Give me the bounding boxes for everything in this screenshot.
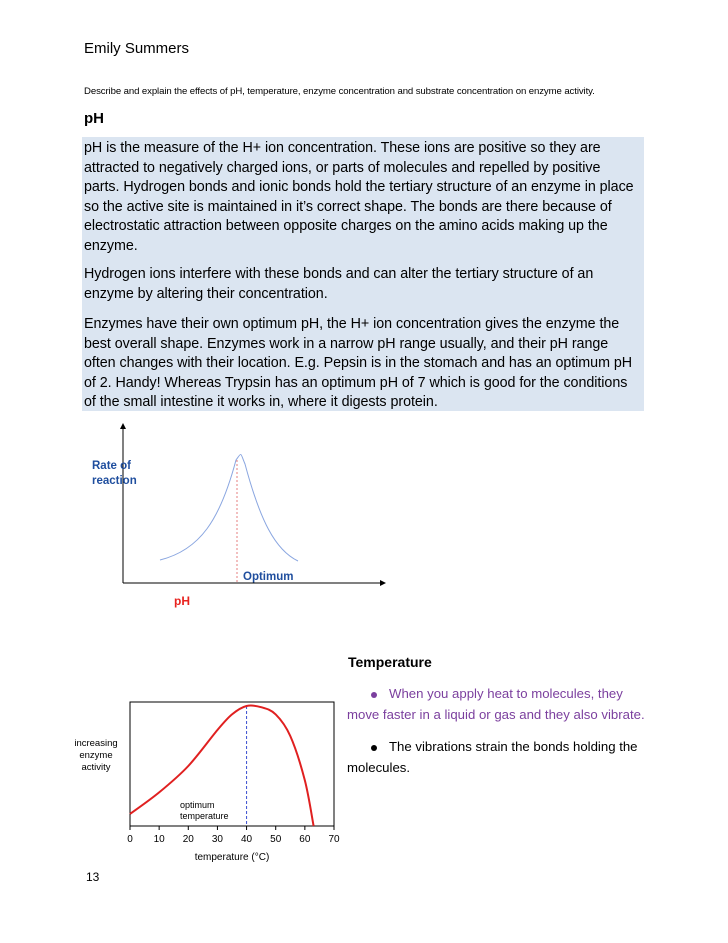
- ph-graph: [80, 420, 400, 615]
- bullet-text: move faster in a liquid or gas and they also vibrate.: [347, 707, 645, 722]
- bullet-item: [347, 683, 657, 725]
- text-line: Hydrogen ions interfere with these bonds and can alter the tertiary structure of an: [84, 266, 594, 282]
- text-line: pH is the measure of the H+ ion concentration. These ions are positive so they are: [84, 140, 601, 156]
- x-tick-label: 60: [299, 834, 311, 845]
- bullet-text: When you apply heat to molecules, they: [389, 686, 623, 701]
- x-tick-label: 0: [127, 834, 133, 845]
- x-axis-label: temperature (°C): [194, 852, 270, 863]
- y-axis-label: enzyme: [79, 750, 113, 761]
- y-axis-label: reaction: [92, 475, 137, 487]
- text-line: of 2. Handy! Whereas Trypsin has an optimum pH of 7 which is good for the conditions: [84, 374, 628, 391]
- ph-paragraph-1: [84, 139, 646, 256]
- text-line: enzyme by altering their concentration.: [84, 285, 328, 302]
- page-number: 13: [86, 870, 100, 884]
- y-axis-label: increasing: [74, 738, 118, 749]
- text-line: parts. Hydrogen bonds and ionic bonds hold the tertiary structure of an enzyme in place: [84, 179, 634, 195]
- text-line: enzyme.: [84, 237, 138, 254]
- x-tick-label: 40: [241, 834, 253, 845]
- ph-paragraph-3: [84, 315, 646, 413]
- bullet-text: molecules.: [347, 760, 411, 775]
- ph-curve: [160, 454, 298, 561]
- text-line: electrostatic attraction between opposite charges on the amino acids making up the: [84, 218, 608, 234]
- text-line: attracted to negatively charged ions, or parts of molecules and repelled by positive: [84, 159, 601, 176]
- series-line: [130, 705, 314, 826]
- annotation-text: temperature: [180, 811, 229, 821]
- section-heading-ph: pH: [84, 110, 104, 127]
- x-tick-label: 20: [182, 834, 194, 845]
- optimum-label: Optimum: [243, 571, 294, 583]
- bullet-item: [347, 736, 657, 778]
- plot-frame: [130, 702, 334, 826]
- y-axis-label: activity: [81, 762, 111, 773]
- x-tick-label: 10: [153, 834, 165, 845]
- x-axis-label: pH: [174, 594, 190, 608]
- author-name: Emily Summers: [84, 40, 190, 57]
- essay-question: Describe and explain the effects of pH, temperature, enzyme concentration and substrate concentration on enzyme activity.: [84, 86, 595, 97]
- y-axis-label: Rate of: [92, 460, 131, 472]
- text-line: Enzymes have their own optimum pH, the H+ ion concentration gives the enzyme the: [84, 316, 620, 332]
- x-tick-label: 70: [328, 834, 340, 845]
- bullet-dot-icon: [371, 692, 377, 698]
- text-line: so the active site is maintained in it’s correct shape. The bonds are there because of: [84, 198, 612, 215]
- temperature-chart: [68, 694, 348, 869]
- text-line: best overall shape. Enzymes work in a narrow pH range usually, and their pH range: [84, 335, 609, 352]
- x-tick-label: 30: [211, 834, 223, 845]
- annotation-text: optimum: [180, 800, 215, 810]
- bullet-dot-icon: [371, 745, 377, 751]
- section-heading-temperature: Temperature: [348, 654, 432, 670]
- text-line: often changes with their location. E.g. Pepsin is in the stomach and has an optimum pH: [84, 355, 633, 371]
- x-tick-label: 50: [270, 834, 282, 845]
- text-line: of the small intestine it works in, where it digests protein.: [84, 394, 438, 410]
- bullet-text: The vibrations strain the bonds holding the: [389, 739, 638, 754]
- ph-paragraph-2: [84, 265, 646, 304]
